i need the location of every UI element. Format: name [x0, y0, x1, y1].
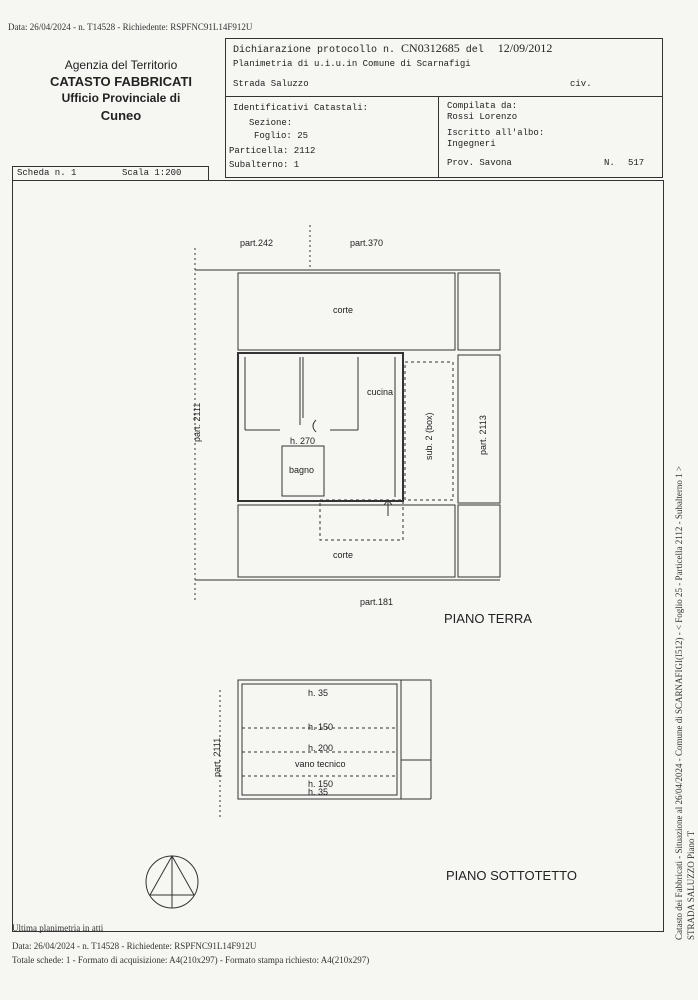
house-outer-wall: [238, 353, 403, 501]
protocol-date: 12/09/2012: [497, 41, 553, 55]
scheda-label: Scheda n. 1: [17, 168, 77, 178]
sezione-label: Sezione:: [249, 118, 293, 128]
label-bagno: bagno: [289, 465, 315, 475]
label-sub2: sub. 2 (box): [424, 412, 434, 460]
label-part2113: part. 2113: [478, 415, 488, 455]
agency-name: Agenzia del Territorio: [64, 58, 178, 72]
civ-label: civ.: [570, 79, 592, 89]
label-h35-top: h. 35: [308, 688, 329, 698]
label-part370: part.370: [350, 238, 384, 248]
label-part242: part.242: [240, 238, 274, 248]
side-text-address: STRADA SALUZZO Piano T: [686, 830, 696, 940]
neighbor-top-right: [458, 273, 500, 350]
title-piano-sottotetto: PIANO SOTTOTETTO: [446, 868, 577, 883]
porch-outline: [320, 500, 403, 540]
agency-city: Cuneo: [100, 108, 142, 123]
foglio-value: Foglio: 25: [254, 131, 309, 141]
label-part181: part.181: [360, 597, 394, 607]
n-label: N.: [604, 158, 615, 168]
label-corte-top: corte: [333, 305, 354, 315]
protocol-number: CN0312685: [401, 41, 460, 55]
address-line: Strada Saluzzo: [233, 79, 309, 89]
compilata-title: Compilata da:: [447, 101, 518, 111]
scala-label: Scala 1:200: [122, 168, 182, 178]
top-stamp: Data: 26/04/2024 - n. T14528 - Richiedente: RSPFNC91L14F912U: [8, 22, 253, 32]
label-h150-bottom: h. 150: [308, 779, 334, 789]
footer-ultima: Ultima planimetria in atti: [12, 923, 104, 933]
compilata-name: Rossi Lorenzo: [447, 112, 518, 122]
footer-data: Data: 26/04/2024 - n. T14528 - Richiedente: RSPFNC91L14F912U: [12, 941, 257, 951]
footer-totale: Totale schede: 1 - Formato di acquisizione: A4(210x297) - Formato stampa richiesto: A4(210x297): [12, 955, 370, 965]
label-cucina: cucina: [367, 387, 394, 397]
label-h150-top: h. 150: [308, 722, 334, 732]
agency-ufficio: Ufficio Provinciale di: [61, 91, 181, 105]
label-corte-bottom: corte: [333, 550, 354, 560]
neighbor-bottom-right: [458, 505, 500, 577]
protocol-label: Dichiarazione protocollo n.: [233, 45, 396, 56]
n-value: 517: [628, 158, 645, 168]
identificativi-title: Identificativi Catastali:: [233, 103, 369, 113]
albo-value: Ingegneri: [447, 139, 496, 149]
title-piano-terra: PIANO TERRA: [444, 611, 532, 626]
agency-catasto: CATASTO FABBRICATI: [49, 74, 193, 89]
iscritto-label: Iscritto all'albo:: [447, 128, 545, 138]
label-part2111-terra: part. 2111: [192, 402, 202, 442]
protocol-del: del: [465, 45, 484, 56]
door-swing: [313, 420, 316, 432]
corte-bottom-outline: [238, 505, 455, 577]
label-part2111-sottotetto: part. 2111: [212, 737, 222, 777]
planimetria-line: Planimetria di u.i.u.in Comune di Scarnafigi: [233, 59, 471, 69]
sottotetto-notch: [401, 680, 431, 760]
particella-value: Particella: 2112: [229, 146, 316, 156]
subalterno-value: Subalterno: 1: [229, 160, 300, 170]
label-h35-bottom: h. 35: [308, 787, 329, 797]
label-h270: h. 270: [290, 436, 316, 446]
prov-value: Prov. Savona: [447, 158, 512, 168]
label-h200: h. 200: [308, 743, 334, 753]
side-text-catasto: Catasto dei Fabbricati - Situazione al 26/04/2024 - Comune di SCARNAFIGI(I512) - < Foglio 25 - Particella 2112 - Subalterno 1 >: [674, 466, 684, 940]
label-vano-tecnico: vano tecnico: [295, 759, 346, 769]
